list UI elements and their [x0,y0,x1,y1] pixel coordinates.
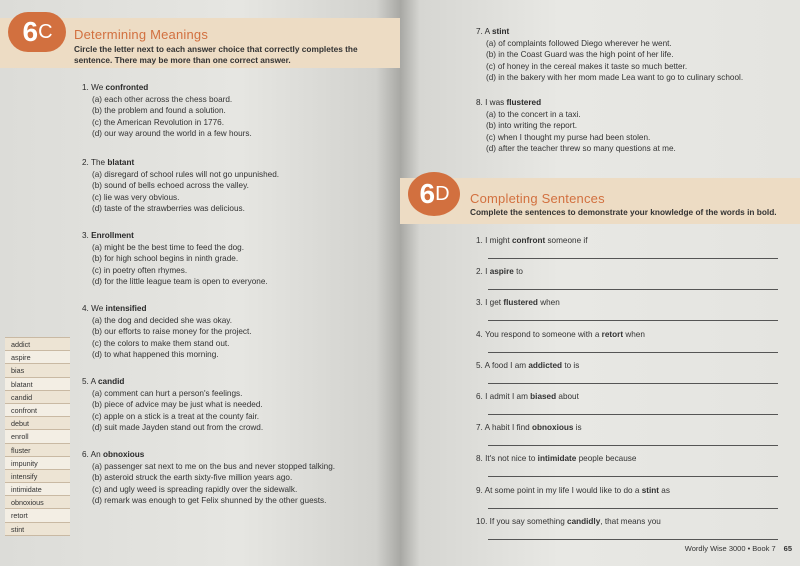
answer-option[interactable]: (a) each other across the chess board. [92,94,233,104]
answer-option[interactable]: (a) the dog and decided she was okay. [92,315,233,325]
right-page [400,0,800,566]
section-6d-title: Completing Sentences [470,191,605,206]
answer-option[interactable]: (c) lie was very obvious. [92,192,180,202]
badge-number: 6 [22,16,38,47]
bold-word: stint [641,485,659,495]
sentence-prompt-7: 7. A habit I find obnoxious is [476,423,582,433]
bold-word: obnoxious [102,450,145,459]
word-list-item: enroll [5,430,70,443]
answer-option[interactable]: (d) to what happened this morning. [92,350,219,360]
answer-option[interactable]: (d) suit made Jayden stand out from the crowd. [92,423,264,433]
bold-word: flustered [506,98,542,107]
answer-option[interactable]: (b) into writing the report. [486,121,578,131]
bold-word: aspire [489,267,514,277]
page-number: 65 [783,544,792,553]
answer-option[interactable]: (d) in the bakery with her mom made Lea want to go to culinary school. [486,73,744,83]
badge-letter: D [435,182,449,205]
answer-option[interactable]: (c) when I thought my purse had been stolen. [486,132,651,142]
answer-option[interactable]: (a) to the concert in a taxi. [486,109,581,119]
answer-option[interactable]: (a) comment can hurt a person's feelings. [92,388,243,398]
question-3 [82,230,382,288]
question-stem: 4. We intensified [82,304,147,313]
sentence-prompt-4: 4. You respond to someone with a retort when [476,329,645,339]
answer-option[interactable]: (d) our way around the world in a few hours. [92,129,252,139]
bold-word: confront [511,236,546,245]
word-list-item: blatant [5,378,70,391]
word-list-item: stint [5,523,70,536]
answer-line[interactable] [488,508,778,509]
answer-option[interactable]: (c) apple on a stick is a treat at the county fair. [92,411,260,421]
word-list-item: intimidate [5,483,70,496]
answer-option[interactable]: (c) of honey in the cereal makes it taste so much better. [486,61,688,71]
answer-line[interactable] [488,445,778,446]
sentence-prompt-10: 10. If you say something candidly, that means you [476,516,661,526]
bold-word: intimidate [537,454,577,464]
question-stem: 5. A candid [82,377,125,386]
answer-line[interactable] [488,383,778,384]
bold-word: candid [97,377,125,386]
answer-option[interactable]: (c) the colors to make them stand out. [92,338,230,348]
answer-line[interactable] [488,289,778,290]
word-list [5,337,70,536]
section-6c-title: Determining Meanings [74,27,209,42]
answer-line[interactable] [488,414,778,415]
question-7 [476,26,776,84]
answer-option[interactable]: (d) after the teacher threw so many questions at me. [486,144,676,154]
question-stem: 6. An obnoxious [82,450,145,459]
question-1 [82,82,382,140]
answer-line[interactable] [488,258,778,259]
page-footer [685,544,792,553]
word-list-item: impunity [5,457,70,470]
word-list-item: candid [5,391,70,404]
answer-line[interactable] [488,476,778,477]
answer-option[interactable]: (a) disregard of school rules will not go unpunished. [92,169,280,179]
question-2 [82,157,382,215]
sentence-prompt-6: 6. I admit I am biased about [476,392,579,401]
answer-line[interactable] [488,320,778,321]
question-stem: 2. The blatant [82,158,135,167]
answer-option[interactable]: (b) for high school begins in ninth grade. [92,254,239,264]
bold-word: candidly [567,516,601,526]
question-6 [82,449,382,507]
sentence-prompt-3: 3. I get flustered when [476,298,560,308]
answer-option[interactable]: (c) in poetry often rhymes. [92,265,188,275]
section-6d-badge [408,172,460,216]
word-list-item: confront [5,404,70,417]
answer-option[interactable]: (b) sound of bells echoed across the valley. [92,181,249,191]
answer-option[interactable]: (b) our efforts to raise money for the project. [92,327,252,337]
word-list-item: bias [5,364,70,377]
sentence-prompt-1: 1. I might confront someone if [476,236,588,245]
question-stem: 3. Enrollment [82,231,134,240]
answer-option[interactable]: (b) piece of advice may be just what is needed. [92,400,263,410]
footer-book: Wordly Wise 3000 • Book 7 [684,544,776,553]
sentence-prompt-5: 5. A food I am addicted to is [476,360,580,370]
sentence-prompt-9: 9. At some point in my life I would like to do a stint as [476,485,670,495]
word-list-item: fluster [5,444,70,457]
section-6c-instructions: Circle the letter next to each answer choice that correctly completes the sentence. There may be more than one correct answer. [74,44,358,65]
answer-option[interactable]: (d) for the little league team is open to everyone. [92,277,268,287]
sentence-prompt-8: 8. It's not nice to intimidate people because [476,454,637,464]
question-stem: 8. I was flustered [476,98,542,107]
answer-option[interactable]: (a) of complaints followed Diego wherever he went. [486,38,672,48]
bold-word: blatant [107,158,135,167]
question-4 [82,303,382,361]
sentence-prompt-2: 2. I aspire to [476,267,523,277]
answer-option[interactable]: (a) might be the best time to feed the dog. [92,242,245,252]
word-list-item: aspire [5,351,70,364]
bold-word: intensified [105,304,147,313]
badge-number: 6 [419,178,435,209]
bold-word: Enrollment [91,231,134,240]
question-5 [82,376,382,434]
word-list-item: obnoxious [5,496,70,509]
badge-letter: C [38,20,52,43]
word-list-item: intensify [5,470,70,483]
question-8 [476,97,776,155]
word-list-item: addict [5,338,70,351]
section-6c-badge [8,12,66,52]
answer-option[interactable]: (b) asteroid struck the earth sixty-five million years ago. [92,473,293,483]
answer-option[interactable]: (b) in the Coast Guard was the high point of her life. [486,50,674,60]
answer-option[interactable]: (c) the American Revolution in 1776. [92,117,224,127]
answer-option[interactable]: (d) taste of the strawberries was delicious. [92,204,245,214]
answer-option[interactable]: (d) remark was enough to get Felix shunned by the other guests. [92,496,327,506]
bold-word: stint [491,27,510,36]
answer-line[interactable] [488,352,778,353]
question-stem: 1. We confronted [82,83,149,92]
section-6d-instructions: Complete the sentences to demonstrate your knowledge of the words in bold. [470,207,777,217]
word-list-item: debut [5,417,70,430]
bold-word: biased [530,392,557,401]
bold-word: retort [601,329,624,339]
question-stem: 7. A stint [476,27,510,36]
bold-word: confronted [105,83,149,92]
answer-line[interactable] [488,539,778,540]
bold-word: flustered [503,298,538,308]
answer-option[interactable]: (a) passenger sat next to me on the bus and never stopped talking. [92,461,336,471]
bold-word: addicted [528,360,563,370]
bold-word: obnoxious [532,423,574,433]
word-list-item: retort [5,509,70,522]
answer-option[interactable]: (b) the problem and found a solution. [92,106,226,116]
answer-option[interactable]: (c) and ugly weed is spreading rapidly over the sidewalk. [92,484,298,494]
